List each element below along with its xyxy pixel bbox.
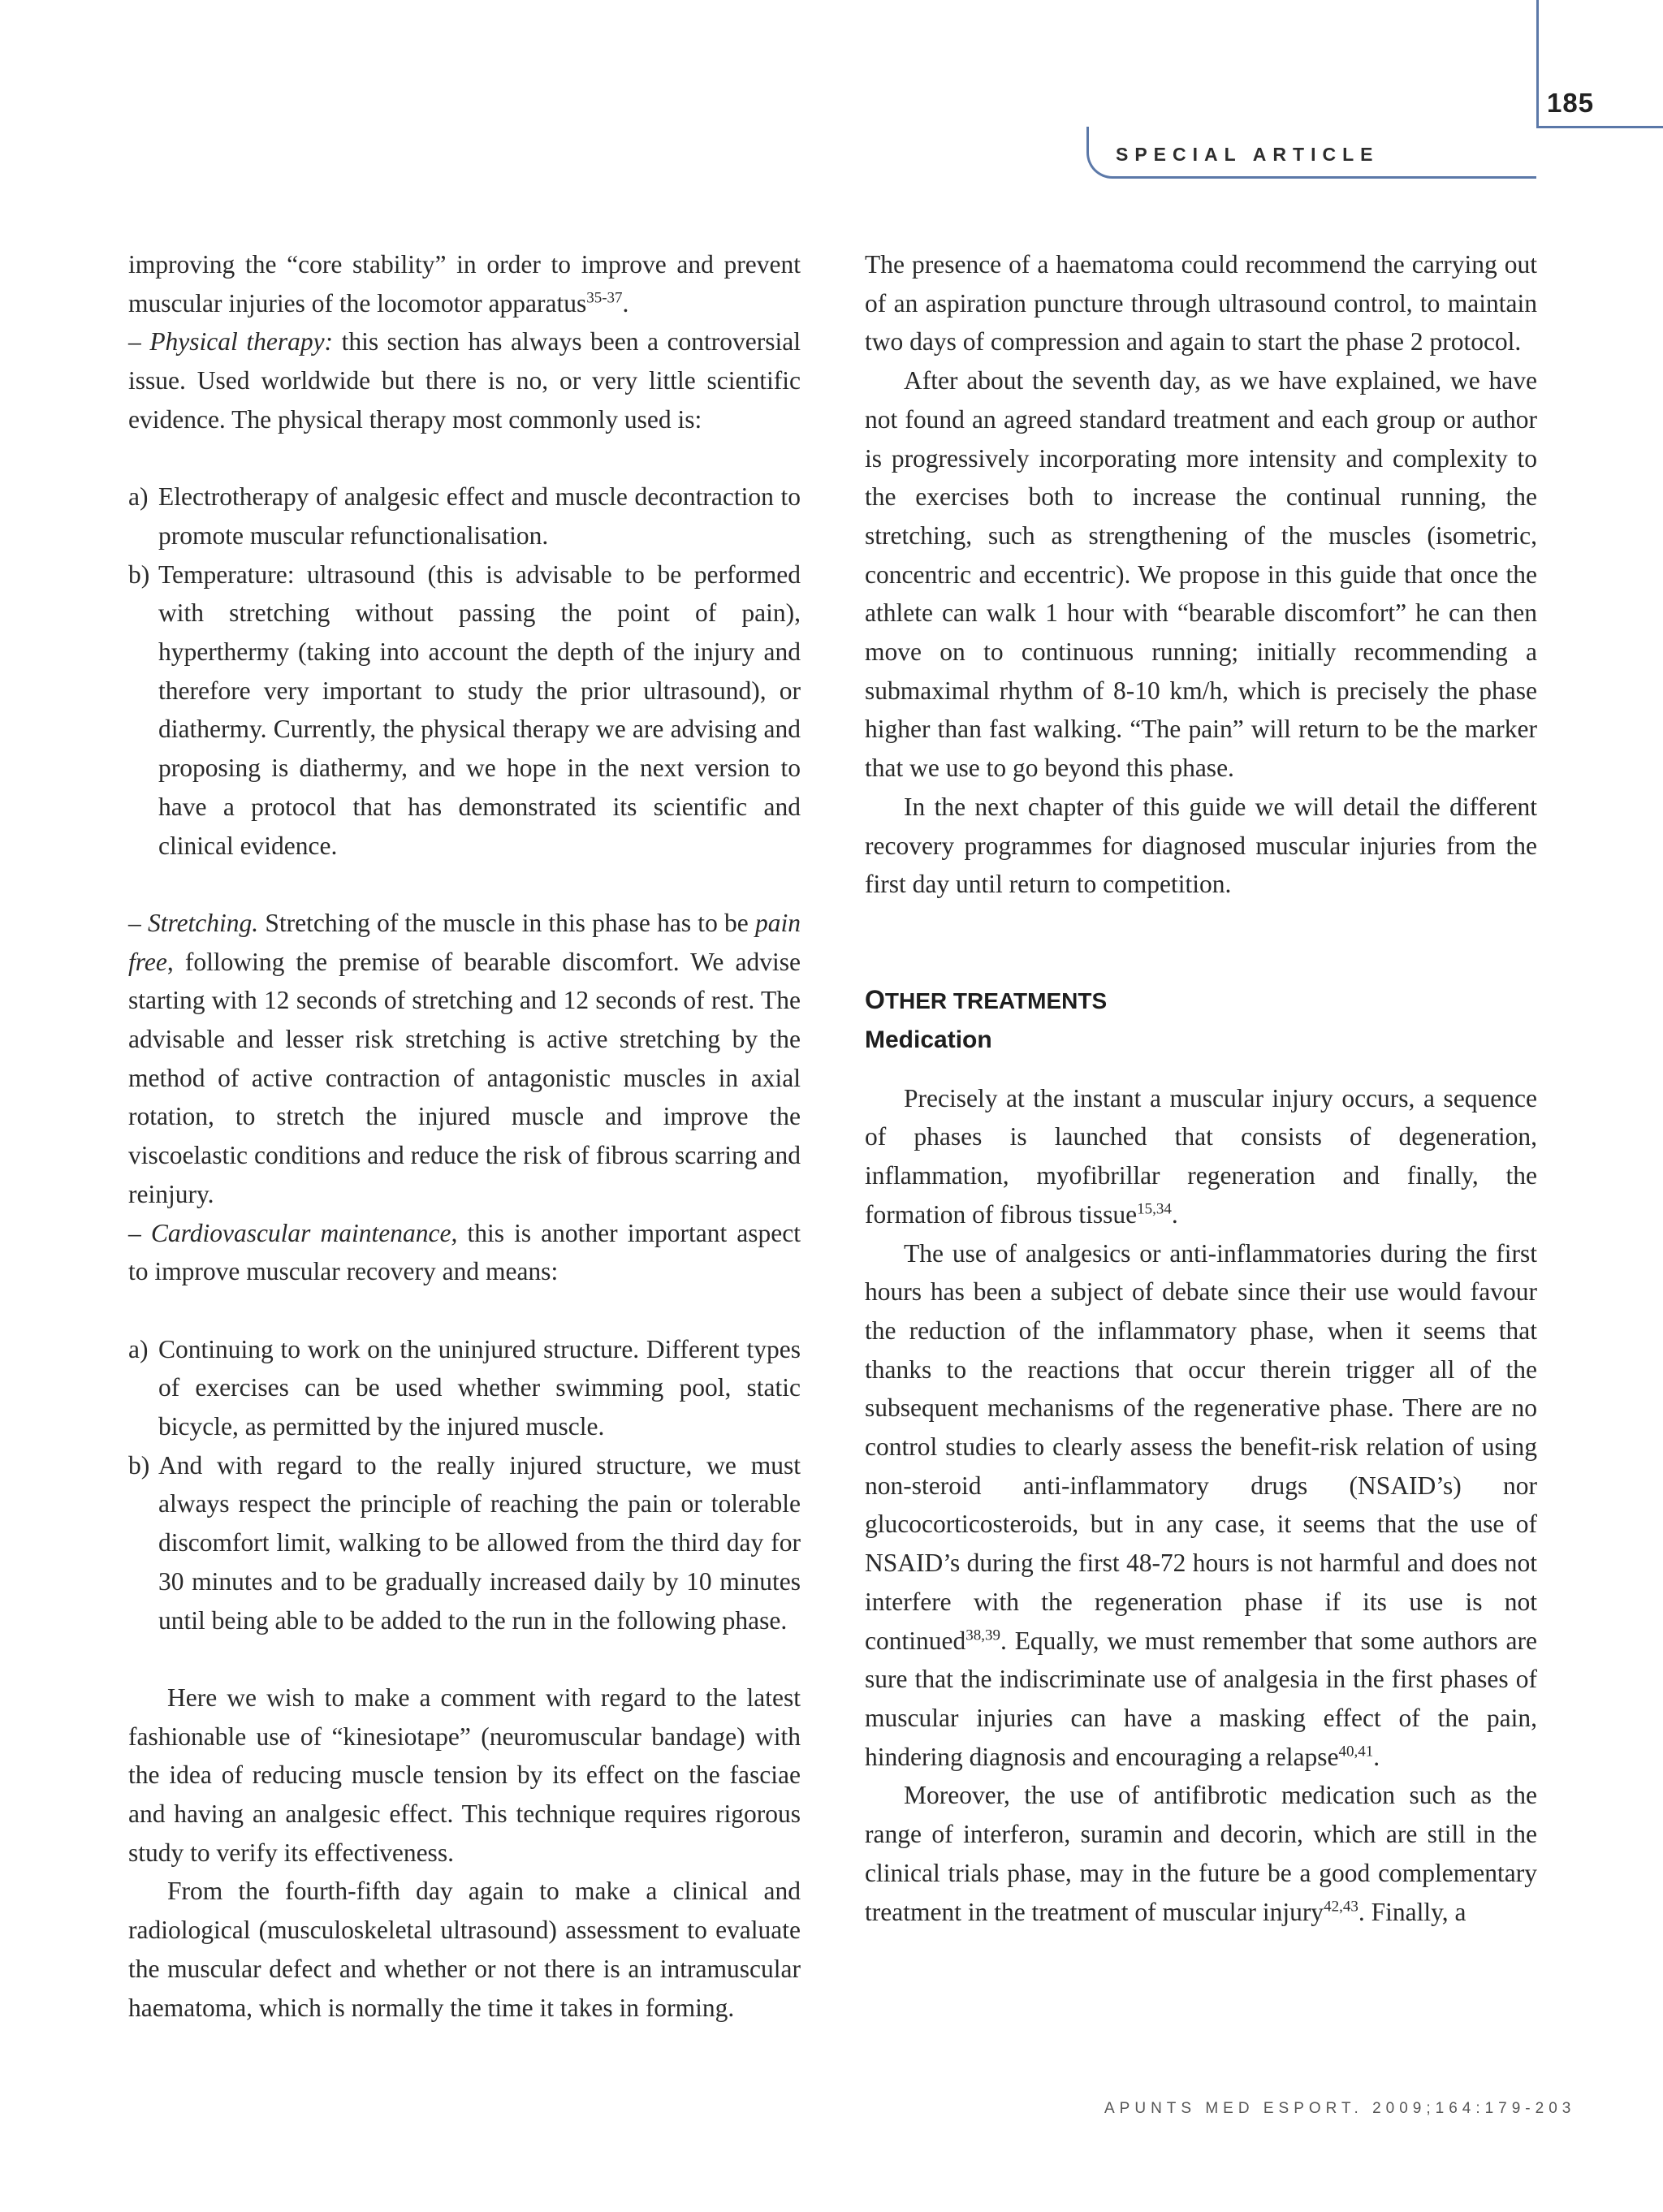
section-heading-other-treatments: OTHER TREATMENTS [865, 985, 1108, 1015]
list-item: b) And with regard to the really injured structure, we must always respect the principle of reaching the pain or tolerable discomfort limit, walking to be allowed from the third day for 30 minutes and to be gradually increased daily by 10 minutes until being able to be added to the run in the following phase. [128, 1450, 801, 1635]
run-in-heading-stretching: Stretching. [147, 908, 259, 937]
reference-superscript: 35-37 [586, 289, 623, 307]
section-label: SPECIAL ARTICLE [1116, 144, 1380, 165]
paragraph-core-stability: improving the “core stability” in order to improve and prevent muscular injuries of the locomotor apparatus$^{35-37}$. – Physical therapy: this section has always been a controversial issue. Used worldwide but there is no, or very little scientific evidence. The physical therapy most commonly used is: [128, 250, 801, 434]
paragraph-stretching: – Stretching. Stretching of the muscle in this phase has to be pain free, following the premise of bearable discomfort. We advise starting with 12 seconds of stretching and 12 seconds of rest. The advisable and lesser risk stretching is active stretching by the method of active contraction of antagonistic muscles in axial rotation, to stretch the injured muscle and improve the viscoelastic conditions and reduce the risk of fibrous scarring and reinjury. – Cardiovascular maintenance, this is another important aspect to improve muscular recovery and means: [128, 908, 801, 1286]
paragraph-haematoma: The presence of a haematoma could recommend the carrying out of an aspiration puncture through ultrasound control, to maintain two days of compression and again to start the phase 2 protocol. [865, 250, 1537, 356]
paragraph-antifibrotic: Moreover, the use of antifibrotic medication such as the range of interferon, suramin and decorin, which are still in the clinical trials phase, may in the future be a good complementary treatment in the treatment of muscular injury$^{42,43}$. Finally, a [865, 1781, 1537, 1926]
list-item: a) Electrotherapy of analgesic effect and muscle decontraction to promote muscular refunctionalisation. [128, 482, 801, 550]
subsection-heading-medication: Medication [865, 1026, 992, 1054]
paragraph-next-chapter: In the next chapter of this guide we will detail the different recovery programmes for diagnosed muscular injuries from the first day until return to competition. [865, 792, 1537, 899]
page-number: 185 [1547, 88, 1595, 118]
reference-superscript: 38,39 [965, 1627, 1000, 1644]
header-vertical-rule [1536, 0, 1539, 128]
paragraph-fourth-fifth-day: From the fourth-fifth day again to make a clinical and radiological (musculoskeletal ultrasound) assessment to evaluate the muscular defect and whether or not there is an intramuscular haematoma, which is normally the time it takes in forming. [128, 1877, 801, 2022]
right-column [865, 245, 1537, 1931]
footer-citation: APUNTS MED ESPORT. 2009;164:179-203 [1104, 2100, 1576, 2117]
reference-superscript: 15,34 [1137, 1200, 1172, 1218]
left-column [128, 245, 801, 2027]
list-item: a) Continuing to work on the uninjured structure. Different types of exercises can be used whether swimming pool, static bicycle, as permitted by the injured muscle. [128, 1334, 801, 1441]
header-horizontal-rule [1536, 126, 1663, 128]
paragraph-seventh-day: After about the seventh day, as we have explained, we have not found an agreed standard treatment and each group or author is progressively incorporating more intensity and complexity to the exercises both to increase the continual running, the stretching, such as strengthening of the muscles (isometric, concentric and eccentric). We propose in this guide that once the athlete can walk 1 hour with “bearable discomfort” he can then move on to continuous running; initially recommending a submaximal rhythm of 8-10 km/h, which is precisely the phase higher than fast walking. “The pain” will return to be the marker that we use to go beyond this phase. [865, 366, 1537, 783]
paragraph-kinesiotape: Here we wish to make a comment with regard to the latest fashionable use of “kinesiotape” (neuromuscular bandage) with the idea of reducing muscle tension by its effect on the fasciae and having an analgesic effect. This technique requires rigorous study to verify its effectiveness. [128, 1683, 801, 1867]
paragraph-analgesics: The use of analgesics or anti-inflammatories during the first hours has been a subject of debate since their use would favour the reduction of the inflammatory phase, when it seems that thanks to the reactions that occur therein trigger all of the subsequent mechanisms of the regenerative phase. There are no control studies to clearly assess the benefit-risk relation of using non-steroid anti-inflammatory drugs (NSAID’s) nor glucocorticosteroids, but in any case, it seems that the use of NSAID’s during the first 48-72 hours is not harmful and does not interfere with the regeneration phase if its use is not continued$^{38,39}$. Equally, we must remember that some authors are sure that the indiscriminate use of analgesia in the first phases of muscular injuries can have a masking effect of the pain, hindering diagnosis and encouraging a relapse$^{40,41}$. [865, 1238, 1537, 1771]
list-item: b) Temperature: ultrasound (this is advisable to be performed with stretching without passing the point of pain), hyperthermy (taking into account the depth of the injury and therefore very important to study the prior ultrasound), or diathermy. Currently, the physical therapy we are advising and proposing is diathermy, and we hope in the next version to have a protocol that has demonstrated its scientific and clinical evidence. [128, 559, 801, 860]
run-in-heading-physical-therapy: Physical therapy: [149, 327, 334, 356]
reference-superscript: 42,43 [1324, 1898, 1358, 1915]
paragraph-injury-sequence: Precisely at the instant a muscular injury occurs, a sequence of phases is launched that consists of degeneration, inflammation, myofibrillar regeneration and finally, the formation of fibrous tissue$^{15,34}$. [865, 1083, 1537, 1229]
reference-superscript: 40,41 [1338, 1743, 1374, 1761]
run-in-heading-cardiovascular: Cardiovascular maintenance, [150, 1218, 458, 1247]
